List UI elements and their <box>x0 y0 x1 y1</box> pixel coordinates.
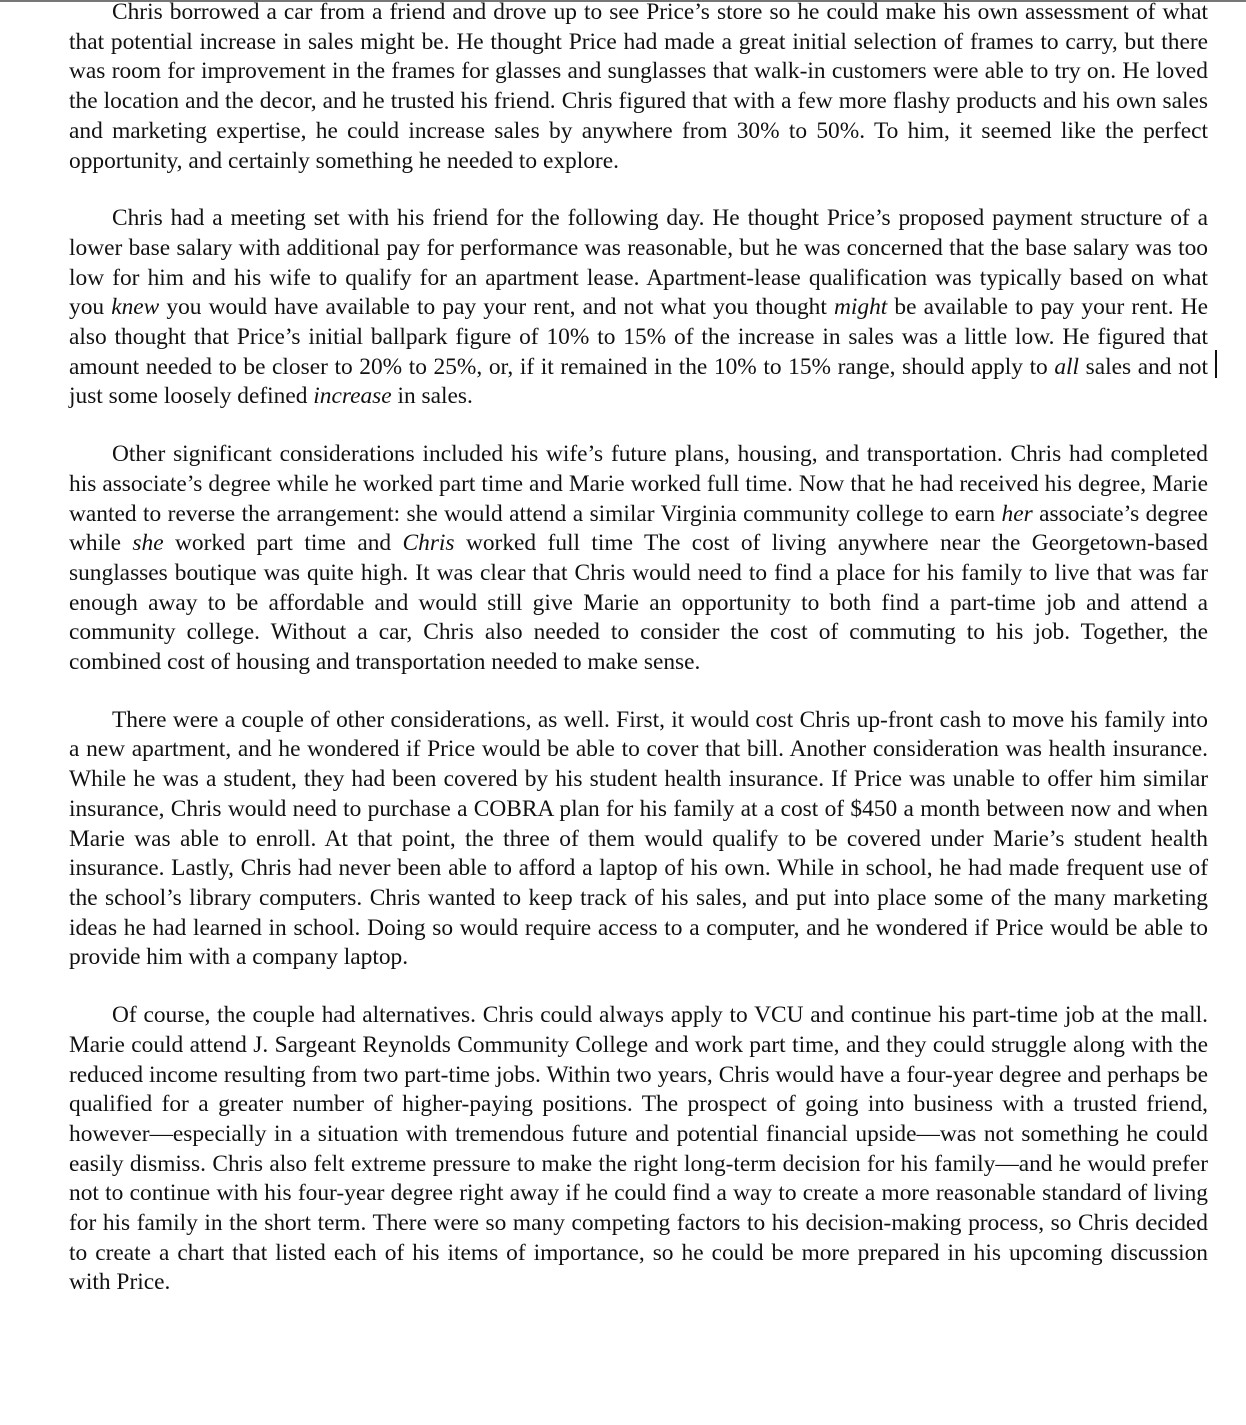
emphasis-she: she <box>132 530 164 557</box>
paragraph-1-text: Chris borrowed a car from a friend and drove up to see Price’s store so he could make his own assessment of what that potential increase in sales might be. He thought Price had made a great initial selection of frames to carry, but there was room for improvement in the frames for glasses and sunglasses that walk-in customers were able to try on. He loved the location and the decor, and he trusted his friend. Chris figured that with a few more flashy products and his own sales and marketing expertise, he could increase sales by anywhere from 30% to 50%. To him, it seemed like the perfect opportunity, and certainly something he needed to explore. <box>69 0 1208 174</box>
emphasis-all: all <box>1054 353 1080 380</box>
paragraph-5-text: Of course, the couple had alternatives. Chris could always apply to VCU and continue his part-time job at the mall. Marie could attend J. Sargeant Reynolds Community College and work part time, and they could struggle along with the reduced income resulting from two part-time jobs. Within two years, Chris would have a four-year degree and perhaps be qualified for a greater number of higher-paying positions. The prospect of going into business with a trusted friend, however—especially in a situation with tremendous future and potential financial upside—was not something he could easily dismiss. Chris also felt extreme pressure to make the right long-term decision for his family—and he would prefer not to continue with his four-year degree right away if he could find a way to create a more reasonable standard of living for his family in the short term. There were so many competing factors to his decision-making process, so Chris decided to create a chart that listed each of his items of importance, so he could be more prepared in his upcoming discussion with Price. <box>69 1002 1208 1296</box>
paragraph-5 <box>69 1001 1208 1298</box>
paragraph-2-text: in sales. <box>391 383 473 410</box>
paragraph-4-text: There were a couple of other considerations, as well. First, it would cost Chris up-front cash to move his family into a new apartment, and he wondered if Price would be able to cover that bill. Another consideration was health insurance. While he was a student, they had been covered by his student health insurance. If Price was unable to offer him similar insurance, Chris would need to purchase a COBRA plan for his family at a cost of $450 a month between now and when Marie was able to enroll. At that point, the three of them would qualify to be covered under Marie’s student health insurance. Lastly, Chris had never been able to afford a laptop of his own. While in school, he had made frequent use of the school’s library computers. Chris wanted to keep track of his sales, and put into place some of the many marketing ideas he had learned in school. Doing so would require access to a computer, and he wondered if Price would be able to provide him with a company laptop. <box>69 706 1208 971</box>
emphasis-increase: increase <box>313 383 392 410</box>
text-cursor <box>1215 350 1217 378</box>
emphasis-chris: Chris <box>402 530 455 557</box>
paragraph-2-text: Chris had a meeting set with his friend for the following day. He thought Price’s proposed payment structure of a lower base salary with additional pay for performance was reasonable, but he was concerned that the base salary was too low for him and his wife to qualify for an apartment lease. Apartment-lease qualification was typically based on what you <box>69 205 1208 321</box>
paragraph-2 <box>69 204 1208 412</box>
emphasis-her: her <box>1001 500 1033 527</box>
paragraph-3-text: worked part time and <box>163 530 403 557</box>
paragraph-2-text: be available to pay your rent. He also thought that Price’s initial ballpark figure of 10% to 15% of the increase in sales was a little low. He figured that amount needed to be closer to 20% to 25%, or, if it remained in the 10% to 15% range, should apply to <box>69 294 1208 380</box>
paragraph-3-text: worked full time The cost of living anywhere near the Georgetown-based sunglasses boutique was quite high. It was clear that Chris would need to find a place for his family to live that was far enough away to be affordable and would still give Marie an opportunity to both find a part-time job and attend a community college. Without a car, Chris also needed to consider the cost of commuting to his job. Together, the combined cost of housing and transportation needed to make sense. <box>69 530 1208 676</box>
emphasis-knew: knew <box>111 294 160 321</box>
paragraph-4 <box>69 706 1208 973</box>
paragraph-3 <box>69 440 1208 678</box>
paragraph-3-text: associate’s degree while <box>69 500 1208 557</box>
paragraph-1 <box>69 0 1208 176</box>
emphasis-might: might <box>833 294 888 321</box>
paragraph-3-text: Other significant considerations included his wife’s future plans, housing, and transportation. Chris had completed his associate’s degree while he worked part time and Marie worked full time. Now that he had received his degree, Marie wanted to reverse the arrangement: she would attend a similar Virginia community college to earn <box>69 441 1208 527</box>
paragraph-2-text: you would have available to pay your rent, and not what you thought <box>159 294 834 321</box>
document-body <box>69 0 1208 1326</box>
paragraph-2-text: sales and not just some loosely defined <box>69 353 1208 410</box>
